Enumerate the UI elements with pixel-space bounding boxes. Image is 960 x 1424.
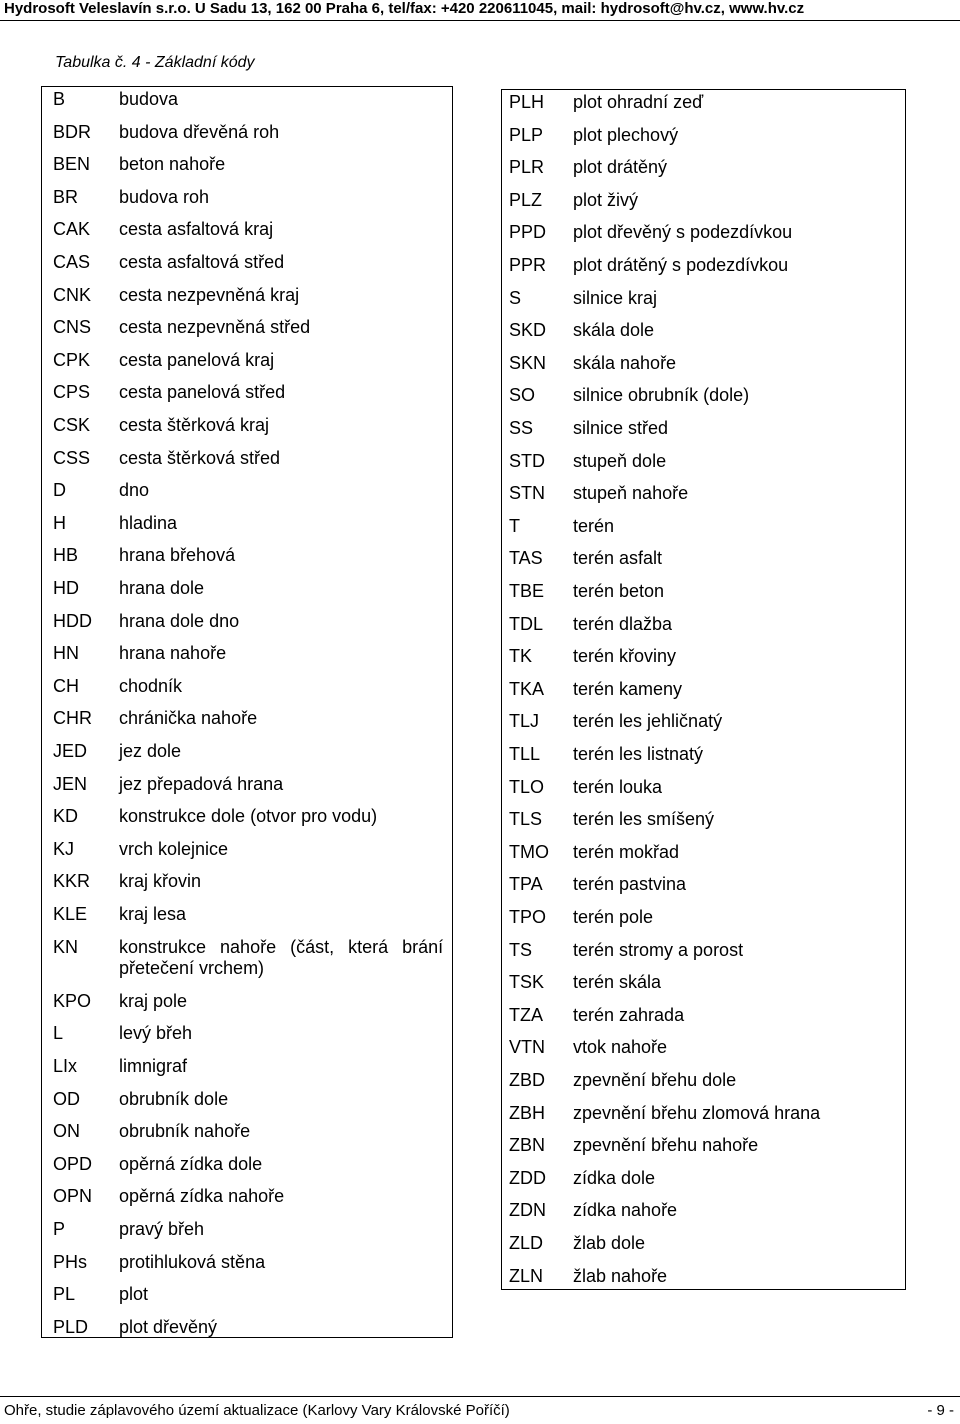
description-text: terén skála — [573, 972, 662, 993]
description-text: zídka nahoře — [573, 1200, 678, 1221]
codes-table-left — [41, 86, 453, 1338]
code-cell: PPD — [509, 222, 547, 243]
description-cell — [573, 1200, 677, 1221]
description-text: terén louka — [573, 776, 663, 797]
document-footer: Ohře, studie záplavového území aktualizace (Karlovy Vary Královské Poříčí) — [4, 1402, 510, 1419]
code-cell: TLO — [509, 776, 545, 797]
description-cell — [119, 643, 226, 664]
description-text: terén zahrada — [573, 1004, 685, 1025]
code-cell: OD — [53, 1088, 80, 1109]
description-text: vtok nahoře — [573, 1037, 668, 1058]
code-cell: KJ — [53, 838, 75, 859]
footer-divider — [0, 1396, 960, 1397]
code-cell: ZDD — [509, 1167, 546, 1188]
description-text: beton nahoře — [119, 154, 226, 175]
description-text: přetečení vrchem) — [119, 957, 265, 978]
code-cell: TSK — [509, 972, 545, 993]
code-cell: ON — [53, 1121, 80, 1142]
code-cell: TZA — [509, 1004, 543, 1025]
description-text: kraj pole — [119, 990, 188, 1011]
description-cell — [573, 385, 749, 406]
code-cell: SKN — [509, 352, 547, 373]
code-cell: ZDN — [509, 1200, 546, 1221]
description-cell — [573, 581, 664, 602]
code-cell: CPS — [53, 382, 91, 403]
description-text: hrana dole — [119, 578, 205, 598]
description-text: terén dlažba — [573, 613, 673, 634]
description-cell — [119, 839, 228, 860]
description-cell — [573, 190, 638, 211]
code-cell: TLS — [509, 809, 543, 830]
code-cell: P — [53, 1218, 66, 1239]
description-cell — [119, 1317, 217, 1338]
description-text: vrch kolejnice — [119, 838, 229, 859]
code-cell: TPO — [509, 907, 547, 927]
description-cell — [573, 418, 668, 439]
description-text: cesta nezpevněná kraj — [119, 284, 300, 305]
description-cell — [573, 288, 657, 309]
code-cell: BR — [53, 186, 79, 207]
description-cell — [573, 548, 662, 569]
description-cell — [119, 1121, 250, 1142]
description-text: cesta asfaltová střed — [119, 252, 285, 272]
code-cell: TS — [509, 939, 533, 960]
description-cell — [573, 1103, 820, 1124]
description-text: opěrná zídka dole — [119, 1153, 263, 1174]
description-text: skála nahoře — [573, 352, 677, 373]
description-text: chodník — [119, 675, 183, 696]
description-cell — [119, 317, 310, 338]
code-cell: TLL — [509, 744, 541, 764]
code-cell: JED — [53, 741, 88, 761]
description-cell — [573, 1135, 758, 1156]
description-text: hrana břehová — [119, 545, 236, 566]
description-text: budova dřevěná roh — [119, 121, 280, 142]
code-cell: STN — [509, 483, 545, 504]
description-text: terén — [573, 515, 615, 536]
description-cell — [573, 1070, 736, 1091]
document-header: Hydrosoft Veleslavín s.r.o. U Sadu 13, 162 00 Praha 6, tel/fax: +420 220611045, mail: hydrosoft@hv.cz, www.hv.cz — [4, 0, 805, 17]
description-text: chránička nahoře — [119, 708, 258, 729]
description-cell — [573, 516, 614, 537]
description-cell — [119, 937, 443, 979]
description-cell — [119, 545, 235, 566]
code-cell: KD — [53, 806, 79, 827]
code-cell: CPK — [53, 349, 91, 370]
description-cell — [573, 842, 679, 863]
code-cell: SS — [509, 418, 534, 438]
code-cell: KLE — [53, 904, 88, 924]
codes-table-right — [501, 89, 906, 1290]
description-cell — [119, 187, 209, 208]
description-text: plot plechový — [573, 124, 679, 145]
description-text: zídka dole — [573, 1167, 656, 1188]
description-text: plot drátěný — [573, 157, 668, 178]
description-cell — [573, 222, 792, 243]
code-cell: JEN — [53, 773, 88, 794]
code-cell: CNK — [53, 284, 92, 305]
description-text: cesta štěrková kraj — [119, 415, 270, 435]
code-cell: KKR — [53, 871, 91, 892]
description-text: silnice obrubník (dole) — [573, 385, 750, 406]
description-text: terén pastvina — [573, 874, 687, 895]
code-cell: PLR — [509, 157, 545, 178]
description-text: plot drátěný s podezdívkou — [573, 255, 789, 275]
description-text: plot dřevěný — [119, 1316, 218, 1337]
description-cell — [119, 122, 279, 143]
description-text: cesta panelová střed — [119, 382, 286, 403]
description-text: limnigraf — [119, 1055, 188, 1076]
code-cell: ZLN — [509, 1265, 544, 1286]
header-divider — [0, 20, 960, 21]
description-text: cesta štěrková střed — [119, 447, 281, 468]
description-text: terén křoviny — [573, 646, 677, 667]
description-cell — [119, 578, 204, 599]
code-cell: HDD — [53, 610, 92, 631]
description-cell — [573, 874, 686, 895]
description-cell — [119, 611, 239, 632]
description-text: zpevnění břehu zlomová hrana — [573, 1102, 821, 1123]
description-cell — [119, 991, 187, 1012]
code-cell: HB — [53, 545, 79, 566]
code-cell: PLP — [509, 124, 544, 145]
code-cell: VTN — [509, 1037, 545, 1058]
description-cell — [573, 125, 678, 146]
description-text: stupeň dole — [573, 450, 667, 471]
description-cell — [573, 777, 662, 798]
code-cell: PPR — [509, 255, 547, 275]
description-cell — [573, 451, 666, 472]
description-text: terén mokřad — [573, 841, 680, 862]
code-cell: CAS — [53, 252, 91, 272]
code-cell: HD — [53, 578, 79, 598]
description-text: stupeň nahoře — [573, 483, 689, 504]
description-cell — [573, 1266, 667, 1287]
description-text: jez dole — [119, 741, 182, 761]
code-cell: LIx — [53, 1055, 78, 1076]
description-cell — [119, 1023, 192, 1044]
description-cell — [573, 940, 743, 961]
description-cell — [119, 806, 377, 827]
code-cell: KN — [53, 936, 79, 957]
code-cell: ZBD — [509, 1070, 545, 1090]
description-text: budova roh — [119, 186, 210, 207]
description-cell — [119, 774, 283, 795]
description-text: terén asfalt — [573, 548, 663, 569]
code-cell: S — [509, 287, 522, 308]
code-cell: TMO — [509, 841, 549, 862]
description-cell — [573, 255, 788, 276]
table-caption: Tabulka č. 4 - Základní kódy — [55, 54, 255, 71]
code-cell: CSK — [53, 415, 91, 435]
description-text: hladina — [119, 512, 178, 533]
description-text: plot dřevěný s podezdívkou — [573, 222, 793, 243]
description-cell — [573, 744, 703, 765]
code-cell: SO — [509, 385, 536, 406]
description-text: obrubník dole — [119, 1088, 229, 1109]
description-text: silnice střed — [573, 418, 669, 438]
description-cell — [119, 1284, 148, 1305]
description-cell — [573, 711, 722, 732]
description-cell — [573, 972, 661, 993]
description-text: budova — [119, 89, 179, 109]
description-cell — [119, 1186, 284, 1207]
code-cell: CH — [53, 675, 79, 696]
description-text: konstrukce dole (otvor pro vodu) — [119, 806, 378, 827]
description-cell — [573, 1037, 667, 1058]
description-text: zpevnění břehu dole — [573, 1070, 737, 1090]
description-text: terén stromy a porost — [573, 939, 744, 960]
description-cell — [573, 679, 682, 700]
page-number: - 9 - — [927, 1402, 954, 1419]
description-text: terén kameny — [573, 678, 683, 699]
description-cell — [119, 285, 299, 306]
code-cell: PLH — [509, 92, 545, 112]
code-cell: HN — [53, 643, 79, 664]
code-cell: CHR — [53, 708, 92, 729]
description-cell — [119, 676, 182, 697]
description-text: žlab nahoře — [573, 1265, 668, 1286]
description-text: terén les listnatý — [573, 744, 704, 764]
code-cell: TPA — [509, 874, 543, 895]
code-cell: OPN — [53, 1186, 93, 1207]
code-cell: KPO — [53, 990, 92, 1011]
code-cell: D — [53, 480, 66, 501]
code-cell: BDR — [53, 121, 92, 142]
description-cell — [119, 741, 181, 762]
code-cell: TDL — [509, 613, 544, 634]
code-cell: OPD — [53, 1153, 93, 1174]
description-text: pravý břeh — [119, 1218, 205, 1239]
description-cell — [119, 350, 274, 371]
description-text: dno — [119, 480, 150, 501]
description-cell — [573, 646, 676, 667]
description-cell — [573, 157, 667, 178]
code-cell: SKD — [509, 320, 547, 341]
code-cell: PLZ — [509, 189, 543, 210]
description-cell — [119, 1252, 265, 1273]
code-cell: ZBH — [509, 1102, 545, 1123]
description-cell — [119, 1154, 262, 1175]
description-cell — [119, 1089, 228, 1110]
code-cell: CAK — [53, 219, 91, 240]
code-cell: PHs — [53, 1251, 88, 1272]
description-cell — [119, 1219, 204, 1240]
description-text: cesta nezpevněná střed — [119, 317, 311, 338]
code-cell: PLD — [53, 1316, 89, 1337]
description-text: terén les smíšený — [573, 809, 715, 830]
code-cell: L — [53, 1023, 64, 1044]
description-text: kraj křovin — [119, 871, 202, 892]
description-cell — [119, 480, 149, 501]
description-text: levý břeh — [119, 1023, 193, 1044]
description-cell — [119, 382, 285, 403]
code-cell: ZLD — [509, 1233, 544, 1253]
description-cell — [573, 353, 676, 374]
description-text: plot živý — [573, 189, 639, 210]
description-cell — [573, 1168, 655, 1189]
code-cell: TAS — [509, 548, 543, 569]
description-text: silnice kraj — [573, 287, 658, 308]
code-cell: PL — [53, 1284, 76, 1305]
description-text: jez přepadová hrana — [119, 773, 284, 794]
description-cell — [573, 320, 654, 341]
code-cell: STD — [509, 450, 545, 471]
description-cell — [573, 907, 653, 928]
description-text: cesta panelová kraj — [119, 349, 275, 370]
description-cell — [119, 513, 177, 534]
description-cell — [119, 448, 280, 469]
code-cell: T — [509, 515, 520, 536]
description-text: kraj lesa — [119, 904, 187, 924]
description-text: cesta asfaltová kraj — [119, 219, 274, 240]
description-cell — [119, 252, 284, 273]
description-text: plot ohradní zeď — [573, 92, 704, 112]
code-cell: CSS — [53, 447, 91, 468]
description-text: plot — [119, 1284, 149, 1305]
description-text: protihluková stěna — [119, 1251, 266, 1272]
description-cell — [119, 154, 225, 175]
description-cell — [119, 1056, 187, 1077]
code-cell: TLJ — [509, 711, 540, 732]
description-cell — [119, 904, 186, 925]
description-cell — [573, 483, 688, 504]
code-cell: B — [53, 89, 66, 109]
description-text: obrubník nahoře — [119, 1121, 251, 1142]
description-text: zpevnění břehu nahoře — [573, 1135, 759, 1156]
description-cell — [119, 219, 273, 240]
code-cell: TK — [509, 646, 533, 667]
code-cell: H — [53, 512, 66, 533]
code-cell: TBE — [509, 581, 545, 601]
description-text: terén beton — [573, 581, 665, 601]
description-cell — [573, 1233, 645, 1254]
description-text: žlab dole — [573, 1233, 646, 1253]
description-cell — [573, 92, 703, 113]
description-cell — [119, 89, 178, 110]
code-cell: ZBN — [509, 1135, 545, 1156]
description-cell — [119, 708, 257, 729]
description-text: skála dole — [573, 320, 655, 341]
description-text: terén pole — [573, 907, 654, 927]
description-text: konstrukce nahoře (část, která brání — [119, 936, 444, 957]
code-cell: CNS — [53, 317, 92, 338]
description-cell — [119, 871, 201, 892]
description-cell — [573, 1005, 684, 1026]
description-text: opěrná zídka nahoře — [119, 1186, 285, 1207]
description-text: hrana dole dno — [119, 610, 240, 631]
description-text: terén les jehličnatý — [573, 711, 723, 732]
code-cell: BEN — [53, 154, 91, 175]
description-text: hrana nahoře — [119, 643, 227, 664]
description-cell — [119, 415, 269, 436]
description-cell — [573, 809, 714, 830]
description-cell — [573, 614, 672, 635]
code-cell: TKA — [509, 678, 545, 699]
